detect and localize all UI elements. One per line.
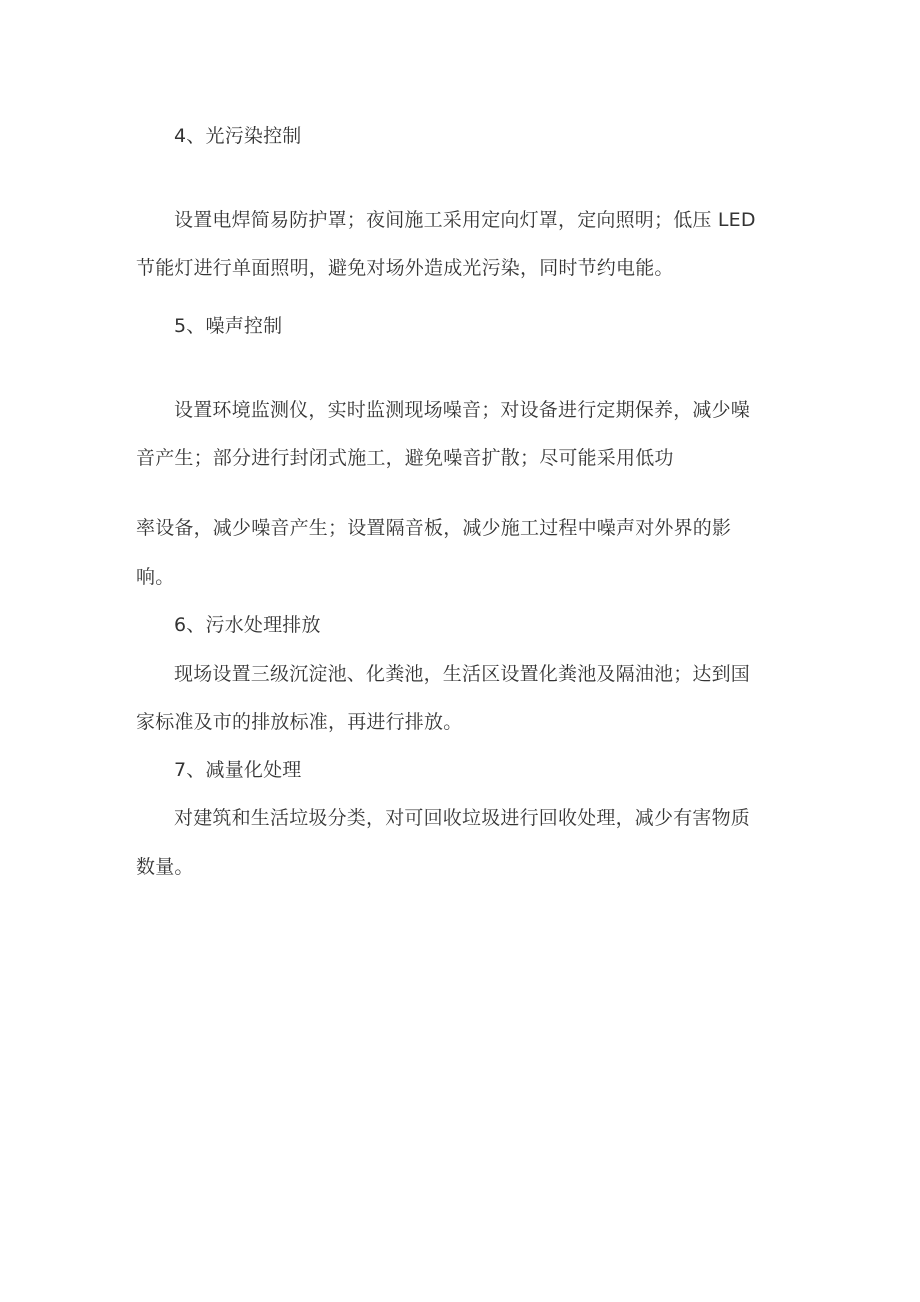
section-4-line-2: 节能灯进行单面照明，避免对场外造成光污染，同时节约电能。 (136, 257, 674, 279)
section-6-line-2: 家标准及市的排放标准，再进行排放。 (136, 711, 463, 733)
section-5-heading: 5、噪声控制 (174, 315, 283, 337)
section-7-heading: 7、减量化处理 (174, 759, 302, 781)
section-4-heading: 4、光污染控制 (174, 125, 302, 147)
section-6-heading: 6、污水处理排放 (174, 614, 321, 636)
section-7-line-1: 对建筑和生活垃圾分类，对可回收垃圾进行回收处理，减少有害物质 (174, 807, 751, 829)
section-5-line-3: 率设备，减少噪音产生；设置隔音板，减少施工过程中噪声对外界的影 (136, 517, 732, 539)
section-5-line-4: 响。 (136, 566, 175, 588)
section-5-line-2: 音产生；部分进行封闭式施工，避免噪音扩散；尽可能采用低功 (136, 447, 674, 469)
section-4-line-1: 设置电焊简易防护罩；夜间施工采用定向灯罩，定向照明；低压 LED (174, 209, 756, 231)
section-5-line-1: 设置环境监测仪，实时监测现场噪音；对设备进行定期保养，减少噪 (174, 399, 751, 421)
section-7-line-2: 数量。 (136, 856, 194, 878)
section-6-line-1: 现场设置三级沉淀池、化粪池，生活区设置化粪池及隔油池；达到国 (174, 663, 751, 685)
